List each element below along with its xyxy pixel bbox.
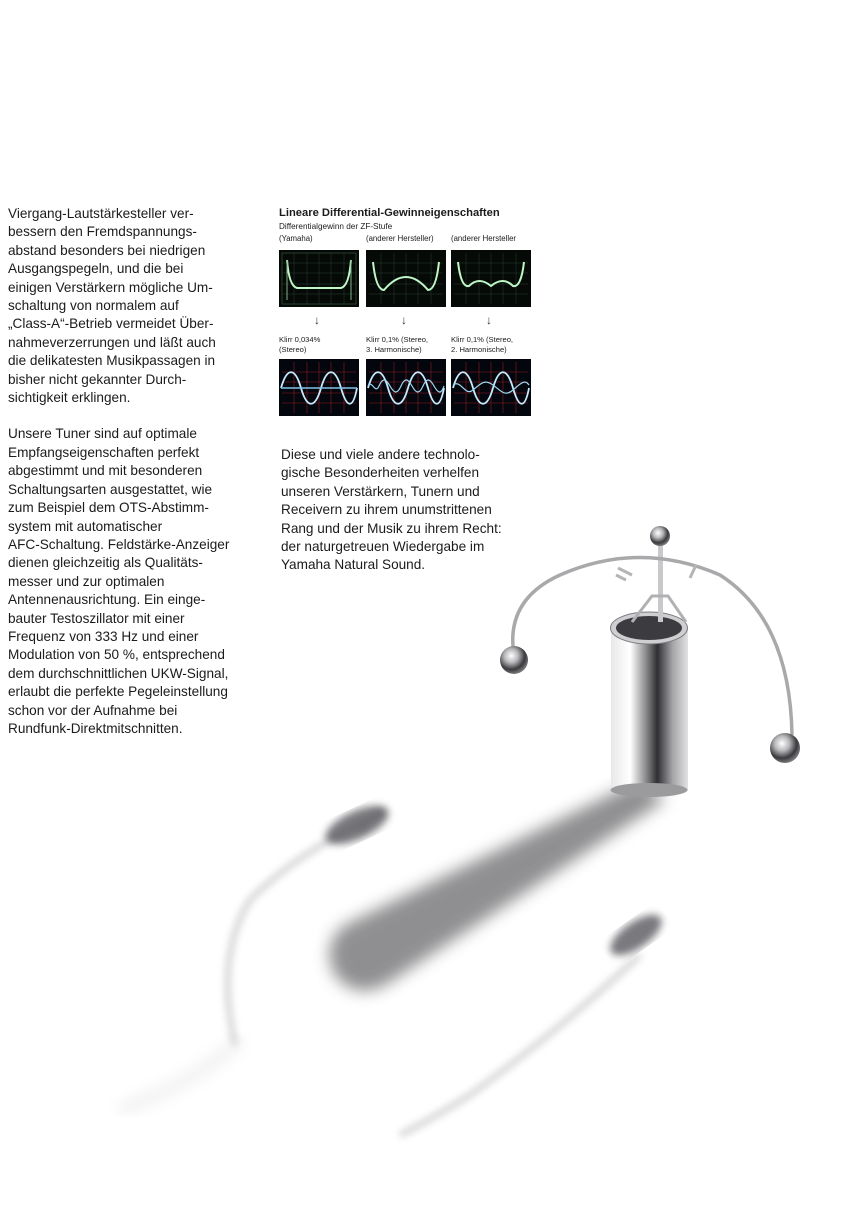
text-line: abstand besonders bei niedrigen <box>8 242 206 258</box>
klirr-label-other-1 <box>366 335 428 354</box>
text-line: Ausgangspegeln, und die bei <box>8 261 184 277</box>
text-line: Yamaha Natural Sound. <box>281 557 426 573</box>
text-line: schaltung von normalem auf <box>8 298 179 314</box>
paragraph-amplifiers <box>8 205 270 407</box>
text-line: Unsere Tuner sind auf optimale <box>8 426 197 442</box>
text-line: Rundfunk-Direktmitschnitten. <box>8 720 183 736</box>
text-line: dienen gleichzeitig als Qualitäts- <box>8 555 203 571</box>
text-line: schon vor der Aufnahme bei <box>8 702 178 718</box>
text-line: abgestimmt und mit besonderen <box>8 463 203 479</box>
text-line: der naturgetreuen Wiedergabe im <box>281 539 485 555</box>
pendulum-sculpture-illustration <box>0 500 842 1200</box>
down-arrow-icon: ↓ <box>486 313 492 327</box>
text-line: gische Besonderheiten verhelfen <box>281 465 479 481</box>
text-line: system mit automatischer <box>8 518 163 534</box>
klirr-line: Klirr 0,034% <box>279 335 321 344</box>
text-line: dem durchschnittlichen UKW-Signal, <box>8 665 229 681</box>
down-arrow-icon: ↓ <box>314 313 320 327</box>
klirr-line: 2. Harmonische) <box>451 344 507 354</box>
text-line: Receivern zu ihrem unumstrittenen <box>281 502 492 518</box>
klirr-line: 3. Harmonische) <box>366 344 422 354</box>
text-line: unseren Verstärkern, Tunern und <box>281 483 480 499</box>
scope-gain-other-2 <box>451 250 531 307</box>
figure-title: Lineare Differential-Gewinneigenschaften <box>279 207 500 219</box>
differential-gain-figure <box>279 206 541 436</box>
text-line: erlaubt die perfekte Pegeleinstellung <box>8 684 228 700</box>
figure-column-labels <box>279 232 541 246</box>
figure-grid <box>279 246 541 436</box>
text-line: „Class-A“-Betrieb vermeidet Über- <box>8 316 214 332</box>
scope-gain-other-1 <box>366 250 446 307</box>
scope-distortion-other-1 <box>366 359 446 416</box>
klirr-line: (Stereo) <box>279 344 307 354</box>
scope-gain-yamaha <box>279 250 359 307</box>
klirr-line: Klirr 0,1% (Stereo, <box>451 335 514 344</box>
scope-distortion-yamaha <box>279 359 359 416</box>
text-line: bessern den Fremdspannungs- <box>8 224 197 240</box>
klirr-label-other-2 <box>451 335 513 354</box>
klirr-line: Klirr 0,1% (Stereo, <box>366 335 429 344</box>
text-line: Modulation von 50 %, entsprechend <box>8 647 225 663</box>
text-line: Antennenausrichtung. Ein einge- <box>8 592 206 608</box>
column-label-other-1: (anderer Hersteller) <box>366 234 434 243</box>
text-line: Schaltungsarten ausgestattet, wie <box>8 481 213 497</box>
scope-distortion-other-2 <box>451 359 531 416</box>
column-label-other-2: (anderer Hersteller <box>451 234 516 243</box>
text-line: Frequenz von 333 Hz und einer <box>8 628 199 644</box>
down-arrow-icon: ↓ <box>401 313 407 327</box>
text-line: Viergang-Lautstärkesteller ver- <box>8 206 194 221</box>
text-line: die delikatesten Musikpassagen in <box>8 353 216 369</box>
text-line: sichtigkeit erklingen. <box>8 390 131 406</box>
text-line: zum Beispiel dem OTS-Abstimm- <box>8 500 209 516</box>
text-line: einigen Verstärkern mögliche Um- <box>8 279 213 295</box>
text-line: Rang und der Musik zu ihrem Recht: <box>281 520 502 536</box>
text-line: nahmeverzerrungen und läßt auch <box>8 334 216 350</box>
text-line: bisher nicht gekannter Durch- <box>8 371 187 387</box>
figure-subtitle: Differentialgewinn der ZF-Stufe <box>279 222 393 231</box>
column-label-yamaha: (Yamaha) <box>279 234 313 243</box>
text-line: messer und zur optimalen <box>8 573 165 589</box>
klirr-label-yamaha <box>279 335 320 354</box>
text-line: AFC-Schaltung. Feldstärke-Anzeiger <box>8 536 230 552</box>
text-line: Diese und viele andere technolo- <box>281 447 480 462</box>
text-line: bauter Testoszillator mit einer <box>8 610 185 626</box>
text-line: Empfangseigenschaften perfekt <box>8 444 200 460</box>
